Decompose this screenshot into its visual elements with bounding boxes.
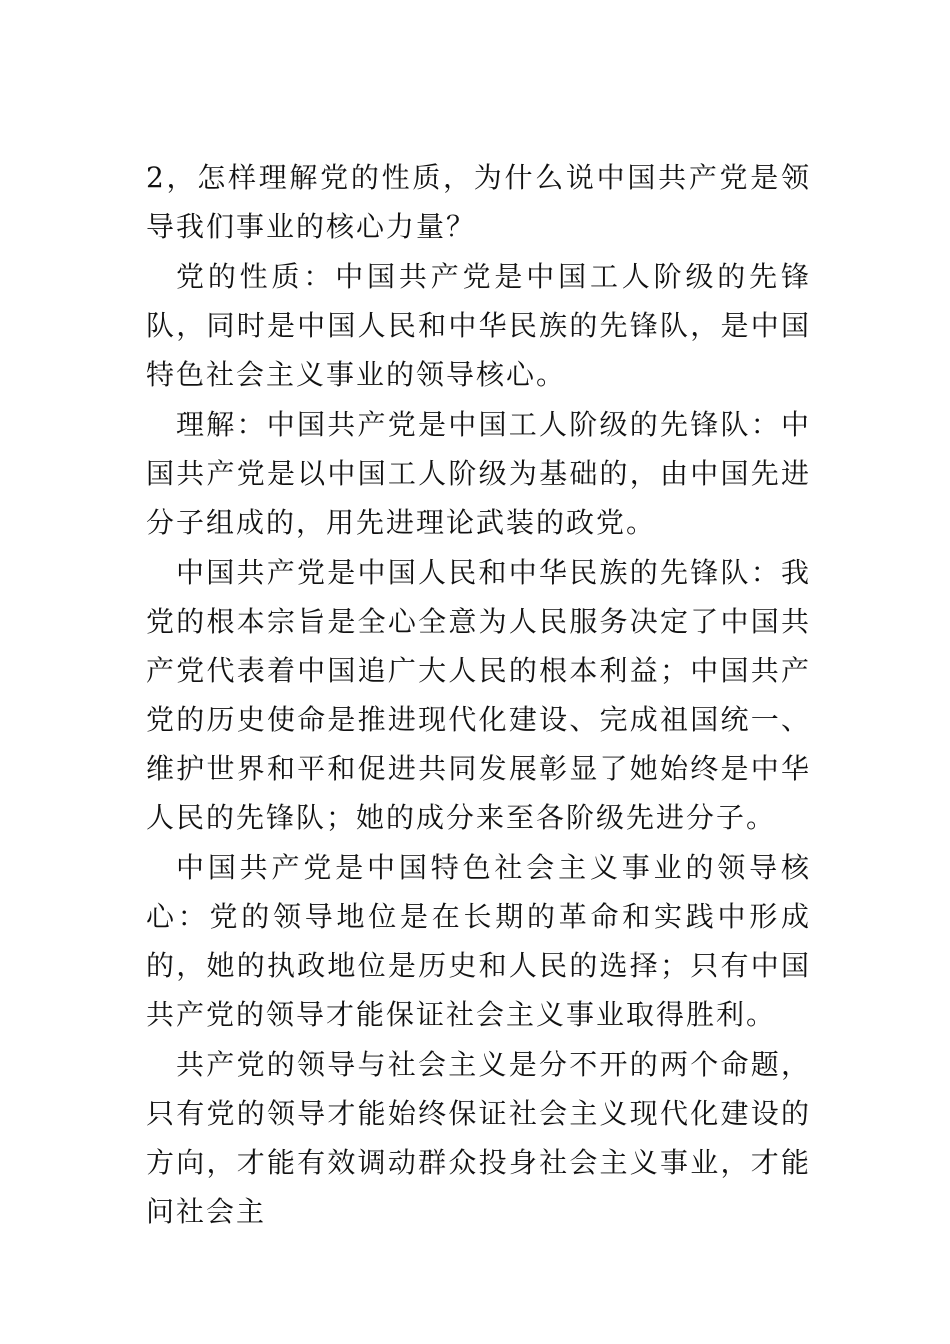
paragraph-understanding: 理解：中国共产党是中国工人阶级的先锋队：中国共产党是以中国工人阶级为基础的，由中国先进分子组成的，用先进理论武装的政党。	[146, 408, 811, 539]
paragraph-people-vanguard: 中国共产党是中国人民和中华民族的先锋队：我党的根本宗旨是全心全意为人民服务决定了中国共产党代表着中国追广大人民的根本利益；中国共产党的历史使命是推进现代化建设、完成祖国统一、维护世界和平和促进共同发展彰显了她始终是中华人民的先锋队；她的成分来至各阶级先进分子。	[146, 556, 811, 834]
paragraph-party-nature: 党的性质：中国共产党是中国工人阶级的先锋队，同时是中国人民和中华民族的先锋队，是中国特色社会主义事业的领导核心。	[146, 260, 811, 391]
question-heading: 2，怎样理解党的性质，为什么说中国共产党是领导我们事业的核心力量？	[146, 161, 811, 243]
document-body	[146, 153, 811, 1237]
paragraph-socialism-leadership: 共产党的领导与社会主义是分不开的两个命题，只有党的领导才能始终保证社会主义现代化建设的方向，才能有效调动群众投身社会主义事业，才能问社会主	[146, 1048, 811, 1228]
paragraph-leadership-core: 中国共产党是中国特色社会主义事业的领导核心：党的领导地位是在长期的革命和实践中形成的，她的执政地位是历史和人民的选择；只有中国共产党的领导才能保证社会主义事业取得胜利。	[146, 851, 811, 1031]
